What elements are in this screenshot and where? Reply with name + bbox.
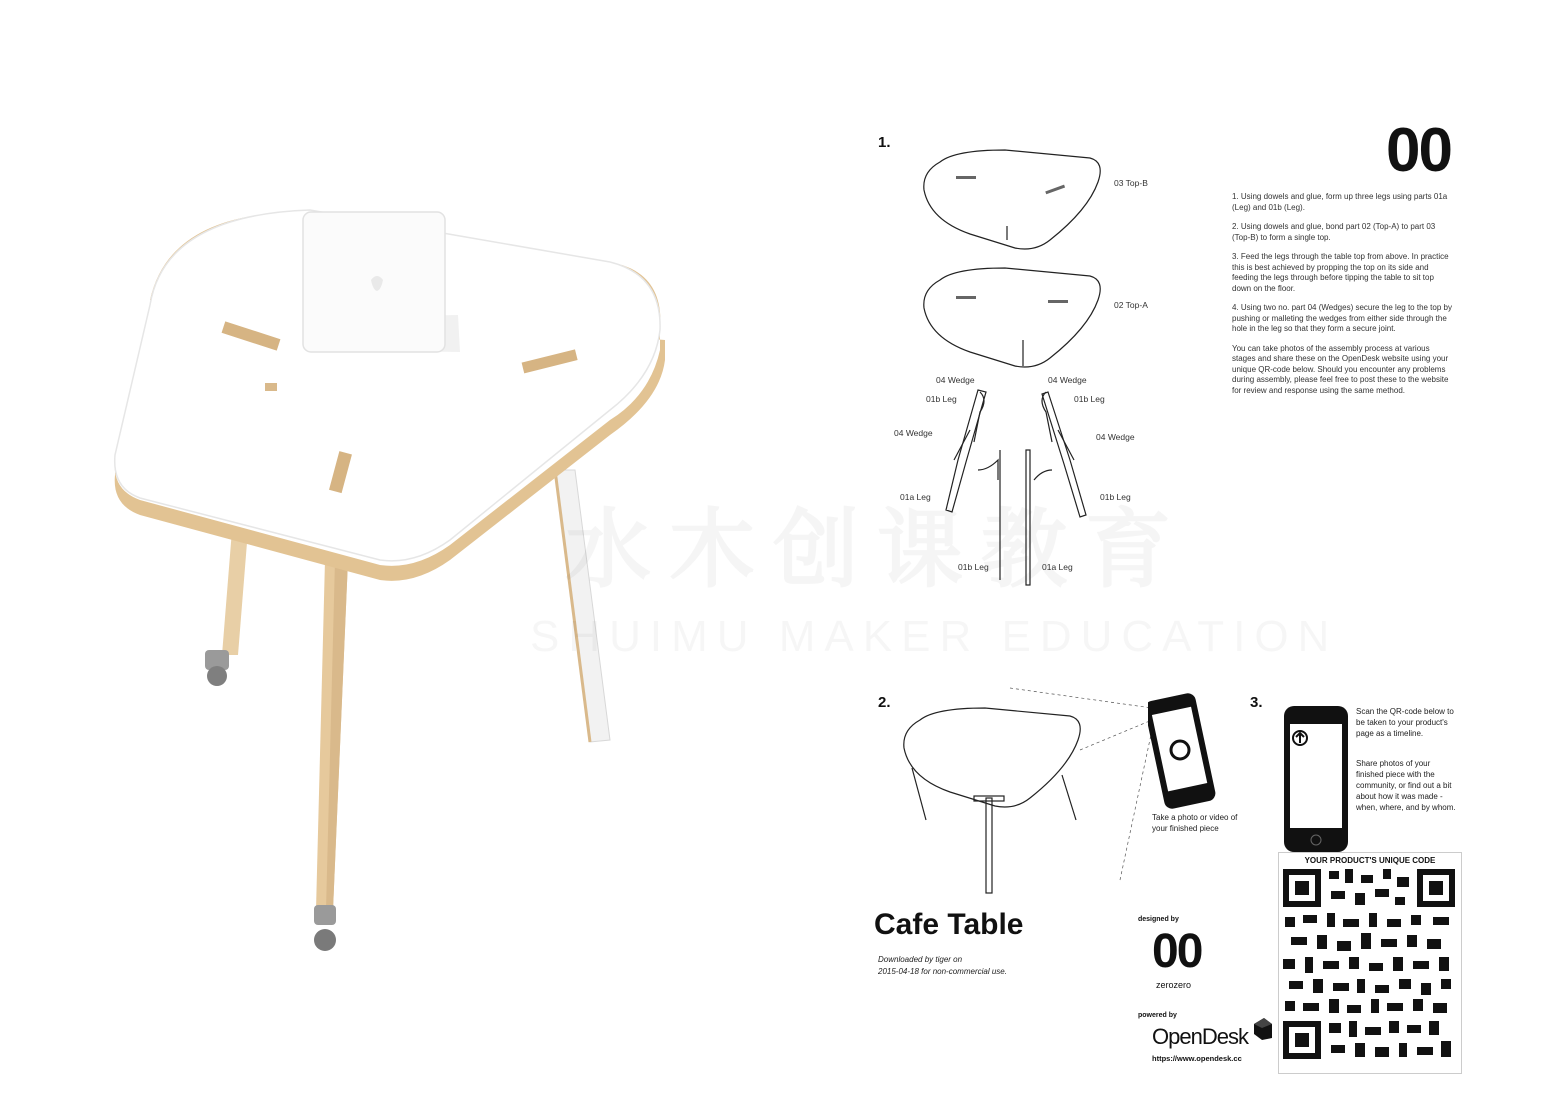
opendesk-url[interactable]: https://www.opendesk.cc <box>1152 1054 1242 1063</box>
label-wedge-left: 04 Wedge <box>936 375 975 385</box>
product-title: Cafe Table <box>874 908 1024 941</box>
qr-code-icon <box>1283 869 1455 1059</box>
label-leg-b-right-lower: 01b Leg <box>1100 492 1131 502</box>
step-2-label: 2. <box>878 694 891 711</box>
label-leg-b-left: 01b Leg <box>926 394 957 404</box>
download-line-2: 2015-04-18 for non-commercial use. <box>878 967 1007 976</box>
designer-logo: 00 <box>1152 925 1202 978</box>
label-leg-a-bottom-right: 01a Leg <box>1042 562 1073 572</box>
label-wedge-side-right: 04 Wedge <box>1096 432 1135 442</box>
instruction-2: 2. Using dowels and glue, bond part 02 (Top-A) to part 03 (Top-B) to form a single top. <box>1232 222 1436 242</box>
qr-header: YOUR PRODUCT'S UNIQUE CODE <box>1304 856 1436 865</box>
phone-camera-icon <box>1148 692 1218 812</box>
exploded-assembly-diagram <box>860 130 1220 610</box>
qr-code-block[interactable] <box>1278 852 1462 1074</box>
label-top-b: 03 Top-B <box>1114 178 1148 188</box>
step-1-label: 1. <box>878 134 891 151</box>
assembly-sheet <box>860 110 1480 1100</box>
instruction-1: 1. Using dowels and glue, form up three legs using parts 01a (Leg) and 01b (Leg). <box>1232 192 1448 212</box>
label-leg-a-left: 01a Leg <box>900 492 931 502</box>
step-3-label: 3. <box>1250 694 1263 711</box>
instruction-3: 3. Feed the legs through the table top from above. In practice this is best achieved by propping the top on its side and feeding the legs through before tipping the table to sit top down on the floor. <box>1232 252 1449 293</box>
phone-caption: Take a photo or video of your finished piece <box>1152 813 1238 833</box>
instructions <box>1232 192 1452 405</box>
download-line-1: Downloaded by tiger on <box>878 955 963 964</box>
instruction-note: You can take photos of the assembly process at various stages and share these on the OpenDesk website using your unique QR-code below. Should you encounter any problems during assembly, please feel free to post these to the website for review and response using the same method. <box>1232 343 1449 395</box>
brand-number: 00 <box>1386 116 1451 185</box>
label-leg-b-right: 01b Leg <box>1074 394 1105 404</box>
designed-by: designed by <box>1138 916 1179 923</box>
step-3-text-a: Scan the QR-code below to be taken to your product's page as a timeline. <box>1356 707 1454 738</box>
designer-name: zerozero <box>1156 980 1192 990</box>
label-leg-b-bottom-left: 01b Leg <box>958 562 989 572</box>
powered-by: powered by <box>1138 1012 1177 1019</box>
phone-qr-scan-icon <box>1282 704 1352 854</box>
opendesk-cube-icon <box>1252 1016 1274 1042</box>
label-wedge-side-left: 04 Wedge <box>894 428 933 438</box>
opendesk-logo: OpenDesk <box>1152 1024 1248 1049</box>
instruction-4: 4. Using two no. part 04 (Wedges) secure the leg to the top by pushing or malleting the wedges from either side through the hole in the leg so that they form a secure joint. <box>1232 303 1452 333</box>
label-top-a: 02 Top-A <box>1114 300 1148 310</box>
label-wedge-right: 04 Wedge <box>1048 375 1087 385</box>
step-3-text-b: Share photos of your finished piece with the community, or find out a bit about how it was made - when, where, and by whom. <box>1356 759 1456 812</box>
